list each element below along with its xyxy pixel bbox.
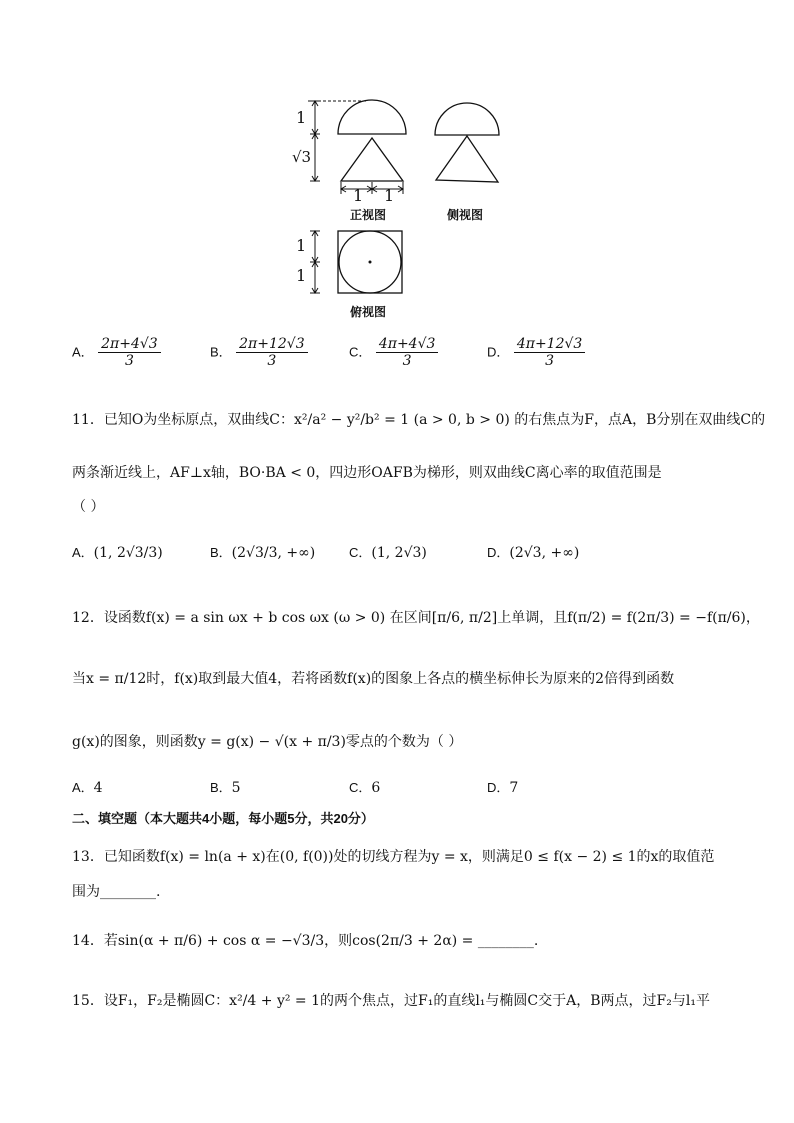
top-center-dot bbox=[369, 261, 372, 264]
q11-line-3: （ ） bbox=[72, 499, 105, 515]
q11-option-c[interactable]: C．(1, 2√3) bbox=[349, 545, 427, 561]
side-semicircle bbox=[435, 103, 499, 135]
q10-option-b[interactable]: B． $\frac{2\pi+12√3}{3}$ bbox=[210, 336, 308, 369]
q10-option-a[interactable]: A． $\frac{2\pi+4√3}{3}$ bbox=[72, 336, 161, 369]
three-view-figure bbox=[280, 90, 520, 330]
q10-option-c[interactable]: C． $\frac{4\pi+4√3}{3}$ bbox=[349, 336, 438, 369]
q12-option-d[interactable]: D．7 bbox=[487, 780, 519, 796]
q10-option-d[interactable]: D． $\frac{4\pi+12√3}{3}$ bbox=[487, 336, 585, 369]
section-2-heading: 二、填空题（本大题共4小题，每小题5分，共20分） bbox=[72, 811, 374, 826]
q12-line-3: g(x)的图象，则函数y = g(x) − √(x + π/3)零点的个数为（ ） bbox=[72, 734, 463, 750]
q12-option-b[interactable]: B．5 bbox=[210, 780, 241, 796]
dim-front-mid: √3 bbox=[292, 148, 312, 166]
q11-line-2: 两条渐近线上，AF⊥x轴，BO·BA < 0，四边形OAFB为梯形，则双曲线C离心率的取值范围是 bbox=[72, 465, 662, 481]
side-triangle bbox=[436, 136, 498, 182]
front-semicircle bbox=[338, 100, 406, 134]
q12-line-1: 12．设函数f(x) = a sin ωx + b cos ωx (ω > 0) 在区间[π/6, π/2]上单调，且f(π/2) = f(2π/3) = −f(π/6)， bbox=[72, 610, 760, 626]
q12-option-c[interactable]: C．6 bbox=[349, 780, 381, 796]
q13-line-1: 13．已知函数f(x) = ln(a + x)在(0, f(0))处的切线方程为y = x，则满足0 ≤ f(x − 2) ≤ 1的x的取值范 bbox=[72, 849, 715, 865]
front-triangle bbox=[341, 138, 403, 181]
dim-front-top: 1 bbox=[296, 108, 307, 127]
top-view-label: 俯视图 bbox=[350, 305, 387, 319]
q14-text: 14．若sin(α + π/6) + cos α = −√3/3，则cos(2π/3 + 2α) = ________. bbox=[72, 933, 539, 949]
dim-front-b2: 1 bbox=[384, 186, 395, 205]
dim-front-b1: 1 bbox=[353, 186, 364, 205]
dim-top-1: 1 bbox=[296, 236, 307, 255]
q12-line-2: 当x = π/12时，f(x)取到最大值4，若将函数f(x)的图象上各点的横坐标伸长为原来的2倍得到函数 bbox=[72, 671, 675, 687]
q11-option-d[interactable]: D．(2√3, +∞) bbox=[487, 545, 580, 561]
q11-option-a[interactable]: A．(1, 2√3/3) bbox=[72, 545, 163, 561]
q15-text: 15．设F₁，F₂是椭圆C：x²/4 + y² = 1的两个焦点，过F₁的直线l₁与椭圆C交于A，B两点，过F₂与l₁平 bbox=[72, 993, 710, 1009]
q12-option-a[interactable]: A．4 bbox=[72, 780, 103, 796]
q11-line-1: 11．已知O为坐标原点，双曲线C：x²/a² − y²/b² = 1 (a > 0, b > 0) 的右焦点为F，点A，B分别在双曲线C的 bbox=[72, 412, 766, 428]
q11-option-b[interactable]: B．(2√3/3, +∞) bbox=[210, 545, 316, 561]
dim-top-2: 1 bbox=[296, 266, 307, 285]
side-view-label: 侧视图 bbox=[447, 208, 484, 222]
q13-line-2: 围为________. bbox=[72, 884, 161, 900]
front-view-label: 正视图 bbox=[350, 208, 387, 222]
